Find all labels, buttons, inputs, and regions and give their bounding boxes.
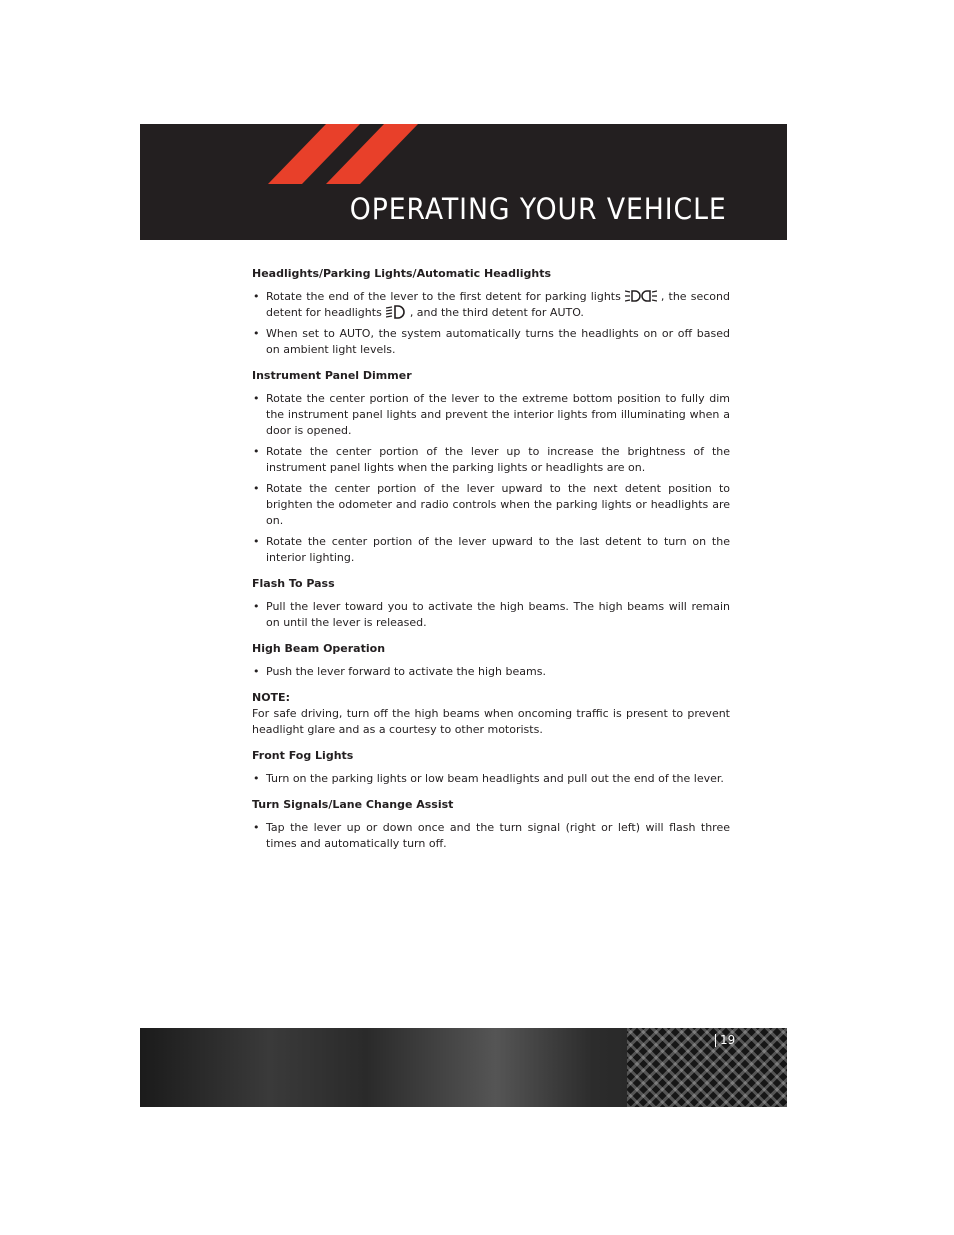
section-title: Front Fog Lights xyxy=(252,749,354,762)
page-content xyxy=(252,266,730,862)
list-item: • Rotate the center portion of the lever up to increase the brightness of the instrument panel lights when the parking lights or headlights are on. xyxy=(252,444,730,476)
list-item: • Push the lever forward to activate the high beams. xyxy=(252,664,730,680)
headlights-icon xyxy=(386,305,406,319)
page-number: 19 xyxy=(715,1034,735,1047)
bullet-list xyxy=(252,771,730,787)
list-item: • Rotate the center portion of the lever to the extreme bottom position to fully dim the instrument panel lights and prevent the interior lights from illuminating when a door is opened. xyxy=(252,391,730,439)
list-item: • When set to AUTO, the system automatically turns the headlights on or off based on ambient light levels. xyxy=(252,326,730,358)
note-text: For safe driving, turn off the high beams when oncoming traffic is present to prevent headlight glare and as a courtesy to other motorists. xyxy=(252,707,730,736)
section-title: Turn Signals/Lane Change Assist xyxy=(252,798,454,811)
note-label: NOTE: xyxy=(252,691,290,704)
bullet-list xyxy=(252,391,730,566)
bullet-list xyxy=(252,599,730,631)
section-title: Instrument Panel Dimmer xyxy=(252,369,412,382)
note-block xyxy=(252,690,730,738)
section-flash-to-pass xyxy=(252,576,730,631)
list-item: • Tap the lever up or down once and the turn signal (right or left) will flash three times and automatically turn off. xyxy=(252,820,730,852)
list-item: • Rotate the center portion of the lever upward to the next detent position to brighten the odometer and radio controls when the parking lights or headlights are on. xyxy=(252,481,730,529)
list-item: • Rotate the center portion of the lever upward to the last detent to turn on the interior lighting. xyxy=(252,534,730,566)
grille-photo xyxy=(627,1028,787,1107)
section-front-fog-lights xyxy=(252,748,730,787)
section-instrument-panel-dimmer xyxy=(252,368,730,566)
section-headlights xyxy=(252,266,730,358)
section-title: High Beam Operation xyxy=(252,642,386,655)
section-title: Flash To Pass xyxy=(252,577,335,590)
footer-banner xyxy=(140,1028,787,1107)
list-item: • Rotate the end of the lever to the first detent for parking lights , the second detent for headlights , and the third detent for AUTO. xyxy=(252,289,730,321)
parking-lights-icon xyxy=(625,289,657,303)
bullet-list xyxy=(252,289,730,358)
bullet-list xyxy=(252,820,730,852)
section-title: Headlights/Parking Lights/Automatic Headlights xyxy=(252,267,552,280)
section-high-beam-operation xyxy=(252,641,730,680)
section-turn-signals xyxy=(252,797,730,852)
list-item: • Turn on the parking lights or low beam headlights and pull out the end of the lever. xyxy=(252,771,730,787)
chapter-header xyxy=(140,124,787,240)
chapter-title: OPERATING YOUR VEHICLE xyxy=(350,192,727,226)
list-item: • Pull the lever toward you to activate the high beams. The high beams will remain on until the lever is released. xyxy=(252,599,730,631)
bullet-list xyxy=(252,664,730,680)
brand-stripes-logo xyxy=(268,124,418,184)
